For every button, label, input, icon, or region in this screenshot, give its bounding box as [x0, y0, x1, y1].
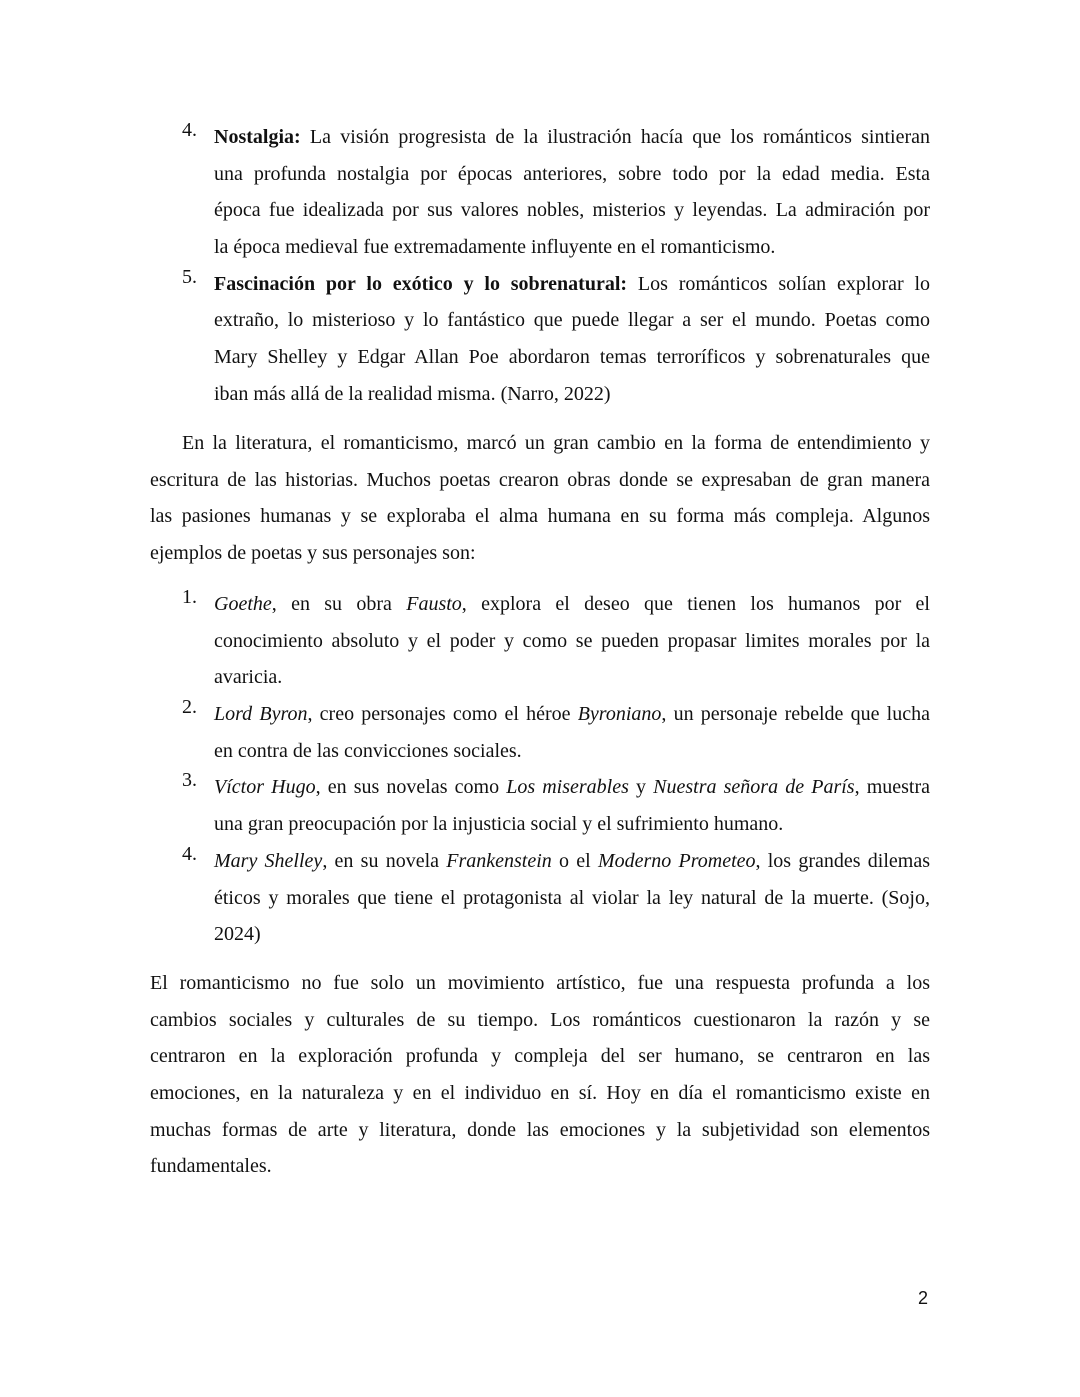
list-item-nostalgia: 4. Nostalgia: La visión progresista de la ilustración hacía que los románticos sintieran una profunda nostalgia por épocas anteriores, sobre todo por la edad media. Esta época fue idealizada por sus valores nobles, misterios y leyendas. La admiración por la época medieval fue extremadamente influyente en el romanticismo. — [182, 119, 930, 259]
paragraph-conclusion: El romanticismo no fue solo un movimiento artístico, fue una respuesta profunda a los cambios sociales y culturales de su tiempo. Los románticos cuestionaron la razón y se centraron en la exploración profunda y compleja del ser humano, se centraron en las emociones, en la naturaleza y en el individuo en sí. Hoy en día el romanticismo existe en muchas formas de arte y literatura, donde las emociones y la subjetividad son elementos fundamentales. — [150, 972, 930, 1178]
list-number: 2. — [182, 696, 197, 719]
list-number: 1. — [182, 586, 197, 608]
paragraph-literature: En la literatura, el romanticismo, marcó un gran cambio en la forma de entendimiento y escritura de las historias. Muchos poetas crearon obras donde se expresaban de gran manera las pasiones humanas y se exploraba el alma humana en su forma más compleja. Algunos ejemplos de poetas y sus personajes son: — [150, 432, 930, 565]
list-item-fascination: 5. Fascinación por lo exótico y lo sobrenatural: Los románticos solían explorar lo extraño, lo misterioso y lo fantástico que puede llegar a ser el mundo. Poetas como Mary Shelley y Edgar Allan Poe abordaron temas terroríficos y sobrenaturales que iban más allá de la realidad misma. (Narro, 2022) — [182, 265, 930, 405]
characteristics-list — [150, 119, 930, 413]
list-item-hugo: 3. Víctor Hugo, en sus novelas como Los miserables y Nuestra señora de París, muestra una gran preocupación por la injusticia social y el sufrimiento humano. — [182, 769, 930, 836]
list-item-goethe: 1. Goethe, en su obra Fausto, explora el deseo que tienen los humanos por el conocimiento absoluto y el poder y como se pueden propasar limites morales por la avaricia. — [182, 586, 930, 689]
poets-list — [150, 586, 930, 953]
list-number: 3. — [182, 769, 197, 792]
list-item-shelley: 4. Mary Shelley, en su novela Frankenstein o el Moderno Prometeo, los grandes dilemas éticos y morales que tiene el protagonista al violar la ley natural de la muerte. (Sojo, 2024) — [182, 842, 930, 946]
list-number: 4. — [182, 119, 197, 141]
list-number: 5. — [182, 265, 197, 288]
list-term: Nostalgia: — [214, 126, 301, 148]
list-number: 4. — [182, 842, 197, 865]
list-term: Fascinación por lo exótico y lo sobrenatural: — [214, 272, 628, 295]
list-item-byron: 2. Lord Byron, creo personajes como el héroe Byroniano, un personaje rebelde que lucha en contra de las convicciones sociales. — [182, 696, 930, 762]
page-number: 2 — [918, 1288, 929, 1308]
